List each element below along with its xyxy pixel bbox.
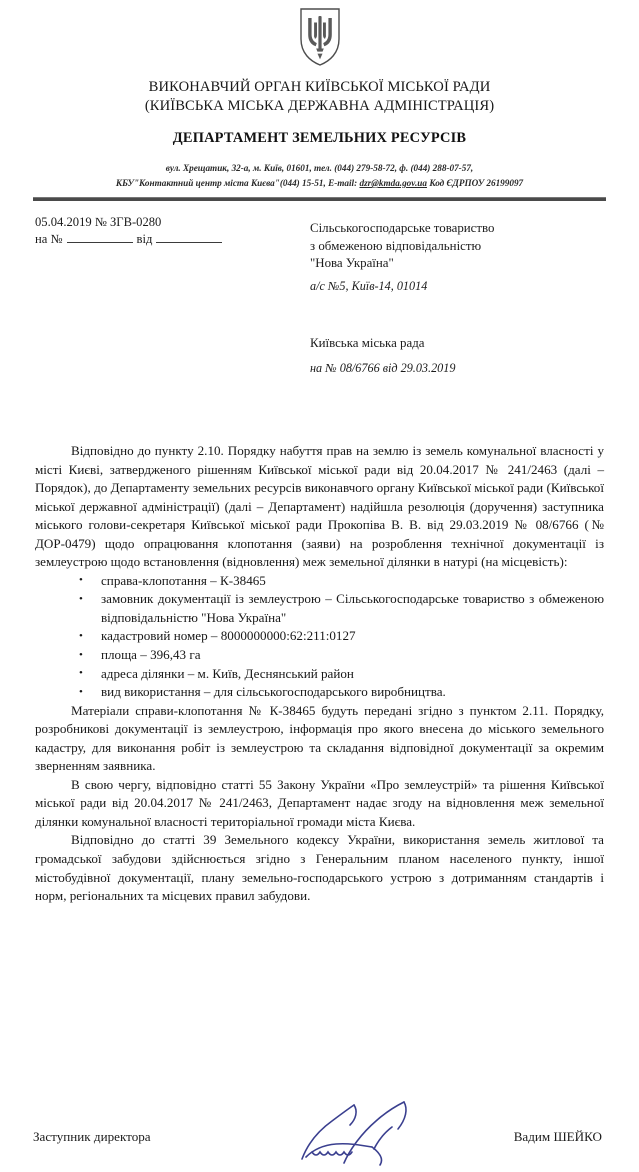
contacts-line-address: вул. Хрещатик, 32-а, м. Київ, 01601, тел. (044) 279-58-72, ф. (044) 288-07-57,: [165, 163, 474, 173]
addressee-primary-postal: а/с №5, Київ-14, 01014: [310, 278, 428, 293]
header-divider: [33, 197, 606, 201]
outgoing-reference: 05.04.2019 № ЗГВ-0280: [35, 215, 162, 229]
incoming-date-blank[interactable]: [156, 231, 222, 243]
addressee-primary-line1: Сільськогосподарське товариство: [310, 221, 495, 235]
contacts-suffix: Код ЄДРПОУ 26199097: [427, 178, 524, 188]
body-paragraph-2: Матеріали справи-клопотання № К-38465 будуть передані згідно з пунктом 2.11. Порядку, розробникові документації із землеустрою, інформація про якого внесена до міського земельного кадастру, для виконання робіт із землеустрою та складання відповідної документації за окремим зверненням заявника.: [35, 702, 604, 774]
email-link[interactable]: dzr@kmda.gov.ua: [359, 178, 428, 188]
reference-block: [35, 214, 226, 247]
department-title: ДЕПАРТАМЕНТ ЗЕМЕЛЬНИХ РЕСУРСІВ: [172, 130, 467, 146]
addressee-primary-line2: з обмеженою відповідальністю: [310, 238, 482, 253]
handwritten-signature-icon: [288, 1097, 448, 1167]
list-item: • вид використання – для сільськогосподарського виробництва.: [35, 683, 604, 702]
incoming-number-blank[interactable]: [67, 231, 133, 243]
list-item: • справа-клопотання – К-38465: [35, 572, 604, 591]
addressee-secondary-reference: на № 08/6766 від 29.03.2019: [310, 360, 456, 375]
incoming-reference: [35, 231, 226, 247]
list-item: • площа – 396,43 га: [35, 646, 604, 665]
signature-block: [33, 1129, 606, 1159]
contacts-line-email: [33, 176, 606, 191]
list-item: • замовник документації із землеустрою – Сільськогосподарське товариство з обмеженою відповідальністю "Нова Україна": [35, 590, 604, 627]
letterhead-contacts: [33, 161, 606, 191]
addressee-secondary: [310, 335, 639, 377]
organization-title-line2: (КИЇВСЬКА МІСЬКА ДЕРЖАВНА АДМІНІСТРАЦІЯ): [144, 98, 495, 114]
emblem-container: [33, 0, 606, 74]
list-item: • кадастровий номер – 8000000000:62:211:0127: [35, 627, 604, 646]
signatory-name: Вадим ШЕЙКО: [513, 1129, 602, 1144]
contacts-prefix: КБУ"Контактний центр міста Києва"(044) 15-51, E-mail:: [115, 178, 360, 188]
addressee-primary-line3: "Нова Україна": [310, 256, 394, 270]
letter-meta-row: [33, 214, 606, 375]
list-item: • адреса ділянки – м. Київ, Деснянський район: [35, 665, 604, 684]
letter-body: [33, 442, 606, 906]
addressee-secondary-line1: Київська міська рада: [310, 336, 425, 350]
requisites-list: [35, 572, 604, 702]
addressee-primary: [310, 220, 639, 295]
signatory-title: Заступник директора: [33, 1129, 151, 1144]
incoming-number-label: на №: [35, 232, 63, 246]
body-paragraph-3: В свою чергу, відповідно статті 55 Закону України «Про землеустрій» та рішення Київської міської ради від 20.04.2017 № 241/2463, Департамент надає згоду на відновлення меж земельної ділянки комунальної власності територіальної громади міста Києва.: [35, 776, 604, 829]
body-paragraph-4: Відповідно до статті 39 Земельного кодексу України, використання земель житлової та громадської забудови здійснюється згідно з Генеральним планом населеного пункту, іншої містобудівної документації, плану земельно-господарського устрою з дотриманням стандартів і норм, регіональних та місцевих правил забудови.: [35, 832, 604, 904]
incoming-date-label: від: [136, 232, 153, 246]
organization-title-line1: ВИКОНАВЧИЙ ОРГАН КИЇВСЬКОЇ МІСЬКОЇ РАДИ: [148, 79, 491, 95]
body-paragraph-1: Відповідно до пункту 2.10. Порядку набуття прав на землю із земель комунальної власності у місті Києві, затвердженого рішенням Київської міської ради від 20.04.2017 № 241/2463 (далі – Порядок), до Департаменту земельних ресурсів виконавчого органу Київської міської ради (Київської міської державної адміністрації) (далі – Департамент) надійшла резолюція (доручення) заступника міського голови-секретаря Київської міської ради Прокопіва В. В. від 29.03.2019 № 08/6766 (№ ДОР-0479) щодо опрацювання клопотання (заяви) на розроблення технічної документації із землеустрою щодо встановлення (відновлення) меж земельної ділянки в натурі (на місцевість):: [35, 443, 604, 570]
ukraine-trident-coat-of-arms-icon: [296, 6, 344, 68]
organization-title: [33, 78, 606, 116]
